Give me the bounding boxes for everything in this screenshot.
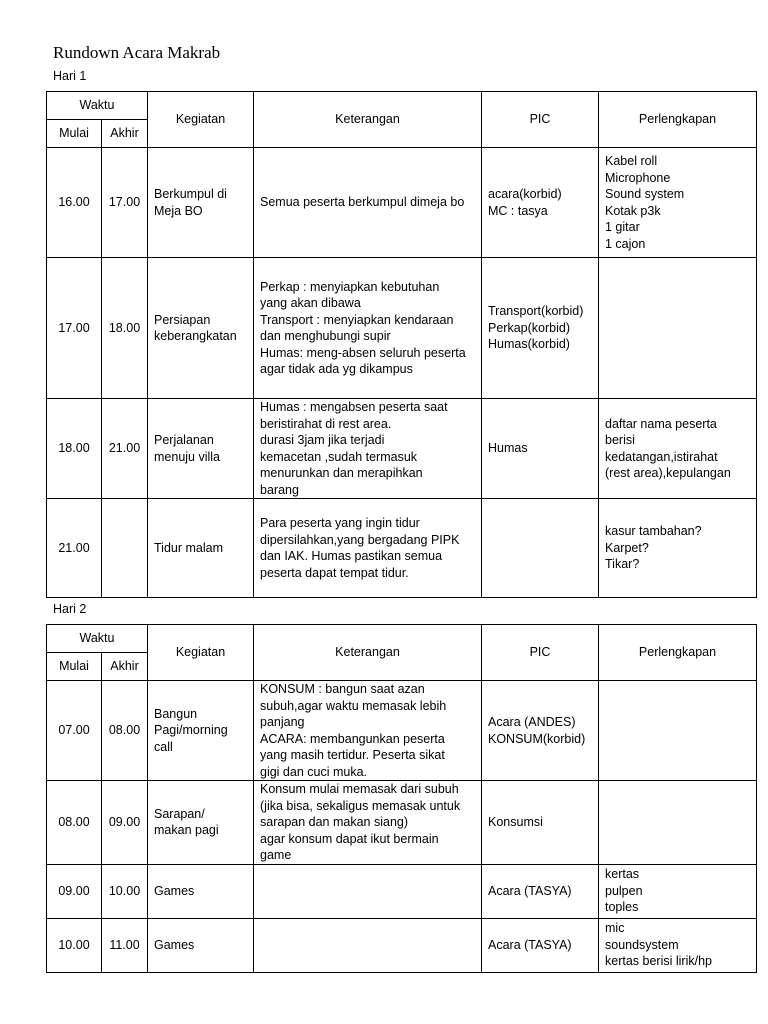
cell-keterangan: Semua peserta berkumpul dimeja bo — [254, 148, 482, 258]
cell-akhir: 09.00 — [102, 781, 148, 865]
header-perlengkapan: Perlengkapan — [599, 92, 757, 148]
header-akhir: Akhir — [102, 120, 148, 148]
table-row — [47, 918, 757, 972]
cell-akhir — [102, 499, 148, 598]
header-pic: PIC — [482, 92, 599, 148]
header-waktu: Waktu — [47, 92, 148, 120]
cell-akhir: 08.00 — [102, 681, 148, 781]
table-row — [47, 781, 757, 865]
cell-perlengkapan: Kabel roll Microphone Sound system Kotak p3k 1 gitar 1 cajon — [599, 148, 757, 258]
cell-pic: Acara (TASYA) — [482, 918, 599, 972]
cell-keterangan: Humas : mengabsen peserta saat beristirahat di rest area. durasi 3jam jika terjadi kemacetan ,sudah termasuk menurunkan dan merapihkan barang — [254, 399, 482, 499]
cell-keterangan: KONSUM : bangun saat azan subuh,agar waktu memasak lebih panjang ACARA: membangunkan peserta yang masih tertidur. Peserta sikat gigi dan cuci muka. — [254, 681, 482, 781]
cell-kegiatan: Berkumpul di Meja BO — [148, 148, 254, 258]
schedule-table-day-2 — [46, 624, 757, 973]
cell-mulai: 07.00 — [47, 681, 102, 781]
table-row — [47, 148, 757, 258]
cell-mulai: 09.00 — [47, 864, 102, 918]
day-1-label: Hari 1 — [53, 69, 87, 83]
cell-keterangan: Para peserta yang ingin tidur dipersilahkan,yang bergadang PIPK dan IAK. Humas pastikan semua peserta dapat tempat tidur. — [254, 499, 482, 598]
header-waktu: Waktu — [47, 625, 148, 653]
cell-pic: Humas — [482, 399, 599, 499]
cell-pic: acara(korbid) MC : tasya — [482, 148, 599, 258]
cell-perlengkapan: daftar nama peserta berisi kedatangan,istirahat (rest area),kepulangan — [599, 399, 757, 499]
header-keterangan: Keterangan — [254, 625, 482, 681]
cell-pic: Acara (TASYA) — [482, 864, 599, 918]
header-perlengkapan: Perlengkapan — [599, 625, 757, 681]
cell-keterangan — [254, 864, 482, 918]
day-2-label: Hari 2 — [53, 602, 87, 616]
cell-akhir: 18.00 — [102, 258, 148, 399]
table-row — [47, 399, 757, 499]
cell-akhir: 17.00 — [102, 148, 148, 258]
cell-keterangan: Konsum mulai memasak dari subuh (jika bisa, sekaligus memasak untuk sarapan dan makan siang) agar konsum dapat ikut bermain game — [254, 781, 482, 865]
table-row — [47, 681, 757, 781]
table-row — [47, 864, 757, 918]
header-mulai: Mulai — [47, 653, 102, 681]
header-kegiatan: Kegiatan — [148, 625, 254, 681]
cell-perlengkapan — [599, 781, 757, 865]
table-row — [47, 258, 757, 399]
header-kegiatan: Kegiatan — [148, 92, 254, 148]
cell-keterangan — [254, 918, 482, 972]
cell-mulai: 17.00 — [47, 258, 102, 399]
header-keterangan: Keterangan — [254, 92, 482, 148]
cell-mulai: 21.00 — [47, 499, 102, 598]
cell-perlengkapan — [599, 681, 757, 781]
cell-kegiatan: Persiapan keberangkatan — [148, 258, 254, 399]
header-akhir: Akhir — [102, 653, 148, 681]
cell-kegiatan: Bangun Pagi/morning call — [148, 681, 254, 781]
cell-perlengkapan — [599, 258, 757, 399]
schedule-table-day-1 — [46, 91, 757, 598]
cell-kegiatan: Games — [148, 864, 254, 918]
cell-kegiatan: Perjalanan menuju villa — [148, 399, 254, 499]
cell-akhir: 10.00 — [102, 864, 148, 918]
cell-pic: Transport(korbid) Perkap(korbid) Humas(korbid) — [482, 258, 599, 399]
cell-pic: Acara (ANDES) KONSUM(korbid) — [482, 681, 599, 781]
cell-perlengkapan: mic soundsystem kertas berisi lirik/hp — [599, 918, 757, 972]
cell-kegiatan: Games — [148, 918, 254, 972]
cell-perlengkapan: kertas pulpen toples — [599, 864, 757, 918]
header-mulai: Mulai — [47, 120, 102, 148]
cell-keterangan: Perkap : menyiapkan kebutuhan yang akan dibawa Transport : menyiapkan kendaraan dan menghubungi supir Humas: meng-absen seluruh peserta agar tidak ada yg dikampus — [254, 258, 482, 399]
cell-kegiatan: Tidur malam — [148, 499, 254, 598]
cell-pic: Konsumsi — [482, 781, 599, 865]
cell-perlengkapan: kasur tambahan? Karpet? Tikar? — [599, 499, 757, 598]
document-title: Rundown Acara Makrab — [53, 43, 221, 62]
cell-mulai: 18.00 — [47, 399, 102, 499]
cell-akhir: 11.00 — [102, 918, 148, 972]
cell-mulai: 08.00 — [47, 781, 102, 865]
cell-mulai: 16.00 — [47, 148, 102, 258]
header-pic: PIC — [482, 625, 599, 681]
table-row — [47, 499, 757, 598]
cell-kegiatan: Sarapan/ makan pagi — [148, 781, 254, 865]
cell-akhir: 21.00 — [102, 399, 148, 499]
cell-mulai: 10.00 — [47, 918, 102, 972]
cell-pic — [482, 499, 599, 598]
